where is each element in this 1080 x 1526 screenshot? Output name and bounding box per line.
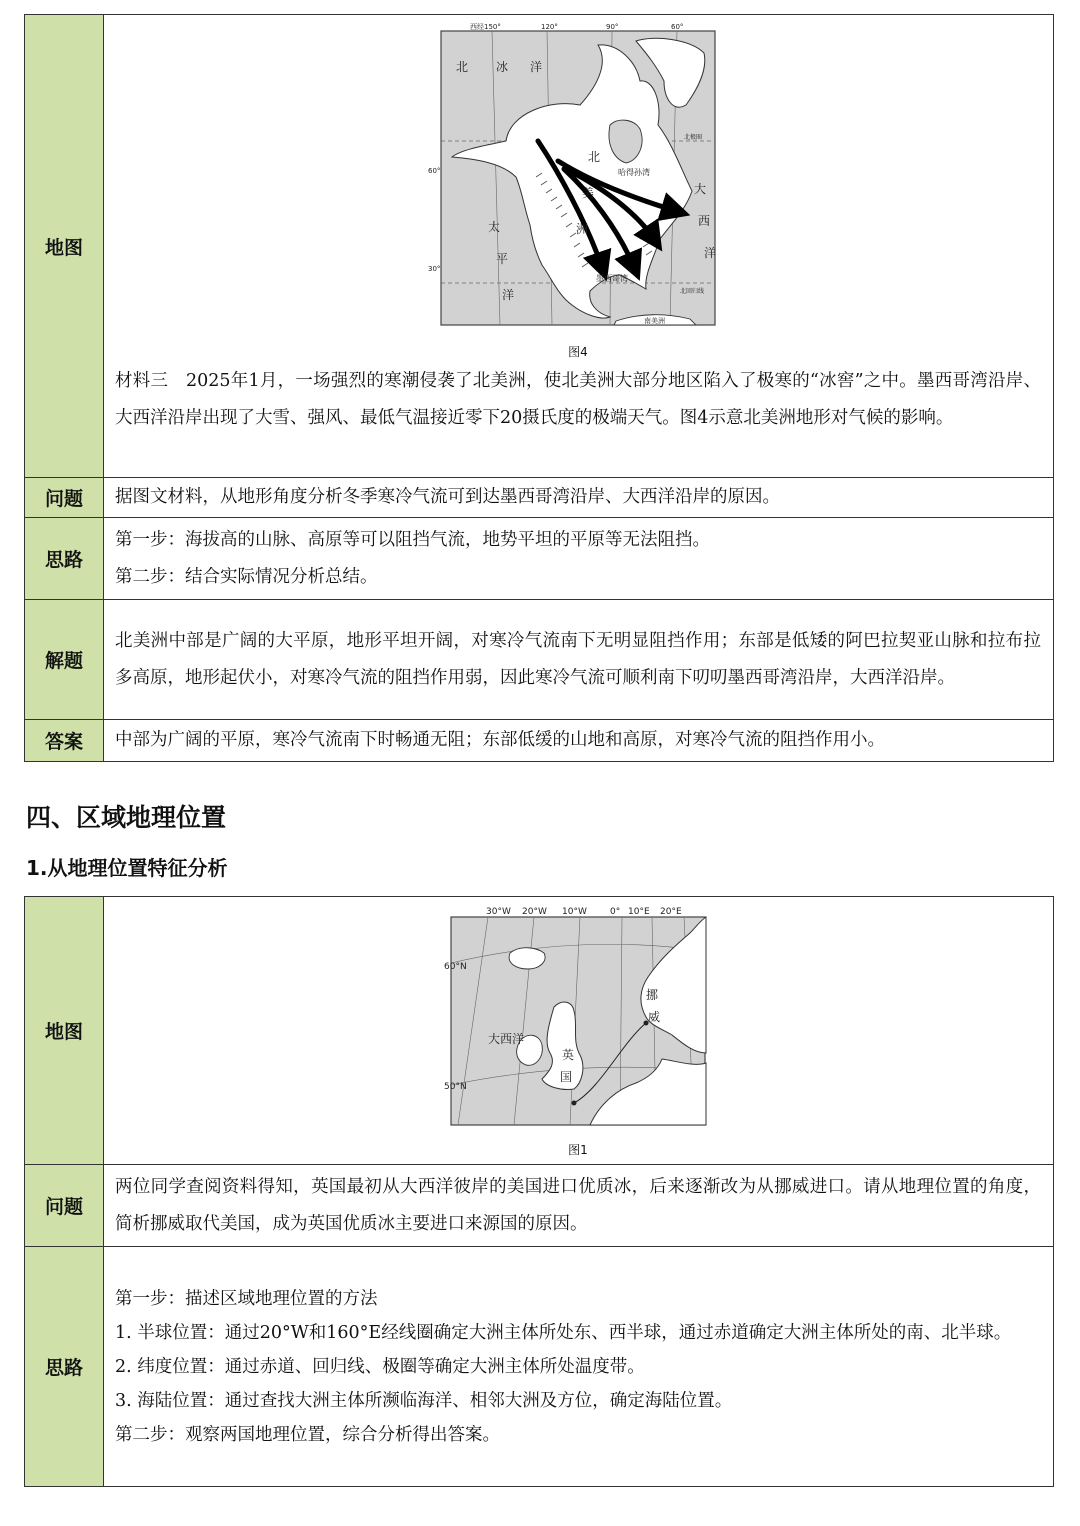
row-label-idea: 思路 — [25, 518, 104, 600]
na-char-1: 北 — [588, 150, 601, 164]
figure-1-caption: 图1 — [568, 1143, 588, 1157]
idea-step-2: 第二步：结合实际情况分析总结。 — [115, 566, 378, 587]
route-start — [572, 1101, 577, 1106]
north-america-map — [428, 21, 717, 331]
material-text: 材料三 2025年1月，一场强烈的寒潮侵袭了北美洲，使北美洲大部分地区陷入了极寒的“冰窖”之中。墨西哥湾沿岸、大西洋沿岸出现了大雪、强风、最低气温接近零下20摄氏度的极端天气。图4示意北美洲地形对气候的影响。 — [115, 371, 1041, 428]
lon-label-0: 0° — [610, 907, 621, 917]
lon-label-60: 60° — [671, 23, 684, 31]
gulf-label: 墨西哥湾 — [596, 274, 628, 283]
tropic-label: 北回归线 — [680, 288, 705, 295]
lon-label-10w: 10°W — [562, 907, 587, 917]
uk-norway-map — [444, 903, 706, 1129]
lon-label-20e: 20°E — [660, 907, 682, 917]
row-label-solution: 解题 — [25, 600, 104, 720]
pacific-char-2: 平 — [496, 252, 509, 266]
row-label-map: 地图 — [25, 897, 104, 1165]
uk-char-2: 国 — [560, 1070, 573, 1084]
question-text: 据图文材料，从地形角度分析冬季寒冷气流可到达墨西哥湾沿岸、大西洋沿岸的原因。 — [104, 478, 1054, 518]
south-america-label: 南美洲 — [644, 317, 665, 325]
atlantic-label: 大西洋 — [488, 1032, 525, 1046]
row-label-idea: 思路 — [25, 1247, 104, 1487]
na-char-2: 美 — [582, 186, 595, 200]
idea-item-hemisphere: 1. 半球位置：通过20°W和160°E经线圈确定大洲主体所处东、西半球，通过赤道确定大洲主体所处的南、北半球。 — [115, 1322, 1012, 1343]
norway-char-1: 挪 — [646, 988, 659, 1002]
qa-table-north-america — [24, 14, 1054, 762]
uk-char-1: 英 — [562, 1048, 575, 1062]
na-char-3: 洲 — [576, 222, 589, 236]
qa-table-norway — [24, 896, 1054, 1487]
atlantic-char-3: 洋 — [704, 246, 717, 260]
arctic-ocean-char-2: 冰 — [496, 60, 509, 74]
row-label-question: 问题 — [25, 1165, 104, 1247]
solution-text: 北美洲中部是广阔的大平原，地形平坦开阔，对寒冷气流南下无明显阻挡作用；东部是低矮的阿巴拉契亚山脉和拉布拉多高原，地形起伏小，对寒冷气流的阻挡作用弱，因此寒冷气流可顺利南下叨叨墨西哥湾沿岸，大西洋沿岸。 — [104, 600, 1054, 720]
lon-label-20w: 20°W — [522, 907, 547, 917]
idea-item-latitude: 2. 纬度位置：通过赤道、回归线、极圈等确定大洲主体所处温度带。 — [115, 1356, 645, 1377]
pacific-char-3: 洋 — [502, 288, 515, 302]
lat-label-50n: 50°N — [444, 1082, 467, 1092]
lon-label-10e: 10°E — [628, 907, 650, 917]
lon-label-150w: 西经150° — [470, 23, 501, 31]
row-label-answer: 答案 — [25, 720, 104, 762]
iceland-land — [509, 948, 545, 969]
figure-1 — [115, 897, 1041, 1157]
lon-label-120: 120° — [541, 23, 558, 31]
hudson-bay-label: 哈得孙湾 — [618, 168, 650, 177]
idea-step-1: 第一步：海拔高的山脉、高原等可以阻挡气流，地势平坦的平原等无法阻挡。 — [115, 529, 710, 550]
arctic-circle-label: 北极圈 — [684, 134, 703, 141]
figure-4-caption: 图4 — [568, 345, 588, 359]
arctic-ocean-char-1: 北 — [456, 60, 469, 74]
atlantic-char-2: 西 — [698, 214, 711, 228]
lon-label-90: 90° — [606, 23, 619, 31]
pacific-char-1: 太 — [488, 220, 501, 234]
answer-text: 中部为广阔的平原，寒冷气流南下时畅通无阻；东部低缓的山地和高原，对寒冷气流的阻挡作用小。 — [104, 720, 1054, 762]
norway-char-2: 威 — [648, 1010, 661, 1024]
idea-item-land-sea: 3. 海陆位置：通过查找大洲主体所濒临海洋、相邻大洲及方位，确定海陆位置。 — [115, 1390, 733, 1411]
idea-step-1: 第一步：描述区域地理位置的方法 — [115, 1288, 378, 1309]
sub-heading: 1.从地理位置特征分析 — [26, 856, 228, 880]
lat-label-30: 30° — [428, 265, 441, 273]
atlantic-char-1: 大 — [694, 182, 707, 196]
lat-label-60n: 60°N — [444, 962, 467, 972]
row-label-map: 地图 — [25, 15, 104, 478]
lon-label-30w: 30°W — [486, 907, 511, 917]
section-heading: 四、区域地理位置 — [26, 803, 227, 832]
idea-step-2: 第二步：观察两国地理位置，综合分析得出答案。 — [115, 1424, 500, 1445]
row-label-question: 问题 — [25, 478, 104, 518]
lat-label-60: 60° — [428, 167, 441, 175]
figure-4 — [115, 15, 1041, 359]
question-text: 两位同学查阅资料得知，英国最初从大西洋彼岸的美国进口优质冰，后来逐渐改为从挪威进口。请从地理位置的角度，简析挪威取代美国，成为英国优质冰主要进口来源国的原因。 — [104, 1165, 1054, 1247]
arctic-ocean-char-3: 洋 — [530, 60, 543, 74]
